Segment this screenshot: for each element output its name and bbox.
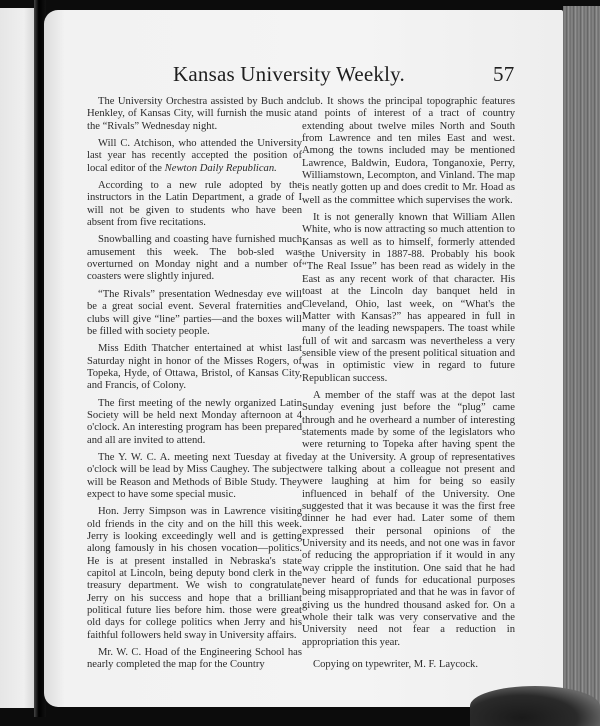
signature-line: Copying on typewriter, M. F. Laycock. — [313, 659, 478, 671]
paragraph-hoad: Mr. W. C. Hoad of the Engineering School has nearly completed the map for the Country — [87, 647, 302, 671]
book-page-edges — [563, 6, 600, 717]
paragraph-simpson: Hon. Jerry Simpson was in Lawrence visiting old friends in the city and on the hill this week. Jerry is looking exceedingly well and is getting along famously in his chosen vocation—politics. He is at present installed in Nebraska's state capitol at Lincoln, being deputy bond clerk in the treasury department. We wish to congratulate Jerry on his success and hope that a brilliant political future lies before him. those were great old days for college politics when Jerry and his faithful followers held sway in University affairs. — [87, 506, 302, 641]
left-column — [87, 96, 302, 677]
thumb-holding-page — [470, 686, 600, 726]
page-number: 57 — [493, 62, 515, 86]
paragraph-thatcher: Miss Edith Thatcher entertained at whist last Saturday night in honor of the Misses Rogers, of Topeka, Hyde, of Ottawa, Bristol, of Kansas City, and Francis, of Colony. — [87, 343, 302, 392]
paragraph-map-continued: club. It shows the principal topographic features and points of interest of a tract of country extending about twelve miles North and South from Lawrence and ten miles East and west. Among the towns included may be mentioned Lawrence, Baldwin, Eudora, Tonganoxie, Perry, Williamstown, Lecompton, and Vinland. The map is neatly gotten up and does credit to Mr. Hoad as well as the committee which supervises the work. — [302, 96, 515, 206]
paragraph-william-allen-white: It is not generally known that William Allen White, who is now attracting so much attention to Kansas as well as to himself, formerly attended the University in 1887-88. Probably his book “The Real Issue” has been read as widely in the East as any recent work of that character. His toast at the Lincoln day banquet held in Cleveland, Ohio, last week, on “What's the Matter with Kansas?” has appeared in full in many of the leading newspapers. The toast while full of wit and sarcasm was nevertheless a very sensible view of the present political situation and was in optimistic view in regard to future Republican success. — [302, 212, 515, 384]
adjacent-left-page — [0, 8, 34, 708]
newspaper-name: Newton Daily Republican. — [164, 162, 277, 174]
paragraph-legislators: A member of the staff was at the depot last Sunday evening just before the “plug” came through and he overheard a number of interesting statements made by some of the legislators who were returning to Topeka after having spent the day at the University. A group of representatives were talking about a colleague not present and were laughing at him for being so easily influenced in behalf of the University. One suggested that it was because it was the first free dinner he had ever had. Later some of them expressed their personal opinions of the University and its needs, and not one was in favor of reducing the appropriation if it would in any way cripple the institution. One said that he had never heard of funds for educational purposes being misappropriated and that he was in favor of giving us the hundred thousand asked for. On a whole their talk was very conservative and the University need not fear a reduction in appropriation this year. — [302, 389, 515, 648]
paragraph-atchison — [87, 138, 302, 175]
publication-title: Kansas University Weekly. — [173, 62, 405, 86]
paragraph-latin-society: The first meeting of the newly organized Latin Society will be held next Monday afternoon at 4 o'clock. An interesting program has been prepared and all are invited to attend. — [87, 397, 302, 446]
paragraph-ywca: The Y. W. C. A. meeting next Tuesday at five o'clock will be lead by Miss Caughey. The subject will be Reason and Methods of Bible Study. They expect to have some special music. — [87, 451, 302, 500]
right-column — [302, 96, 515, 676]
paragraph-rivals: “The Rivals” presentation Wednesday eve will be a great social event. Several fraternities and clubs will give “line” parties—and the boxes will be filled with society people. — [87, 288, 302, 337]
paragraph-text: Will C. Atchison, who attended the University last year has recently accepted the position of local editor of the — [87, 138, 302, 174]
paragraph-orchestra: The University Orchestra assisted by Buch and Henkley, of Kansas City, will furnish the music at the “Rivals” Wednesday night. — [87, 96, 302, 132]
paragraph-snowballing: Snowballing and coasting have furnished much amusement this week. The bob-sled was overturned on Monday night and a number of coasters were slightly injured. — [87, 234, 302, 283]
paragraph-latin-rule: According to a new rule adopted by the instructors in the Latin Department, a grade of I will not be given to students who have been absent from five recitations. — [87, 180, 302, 229]
